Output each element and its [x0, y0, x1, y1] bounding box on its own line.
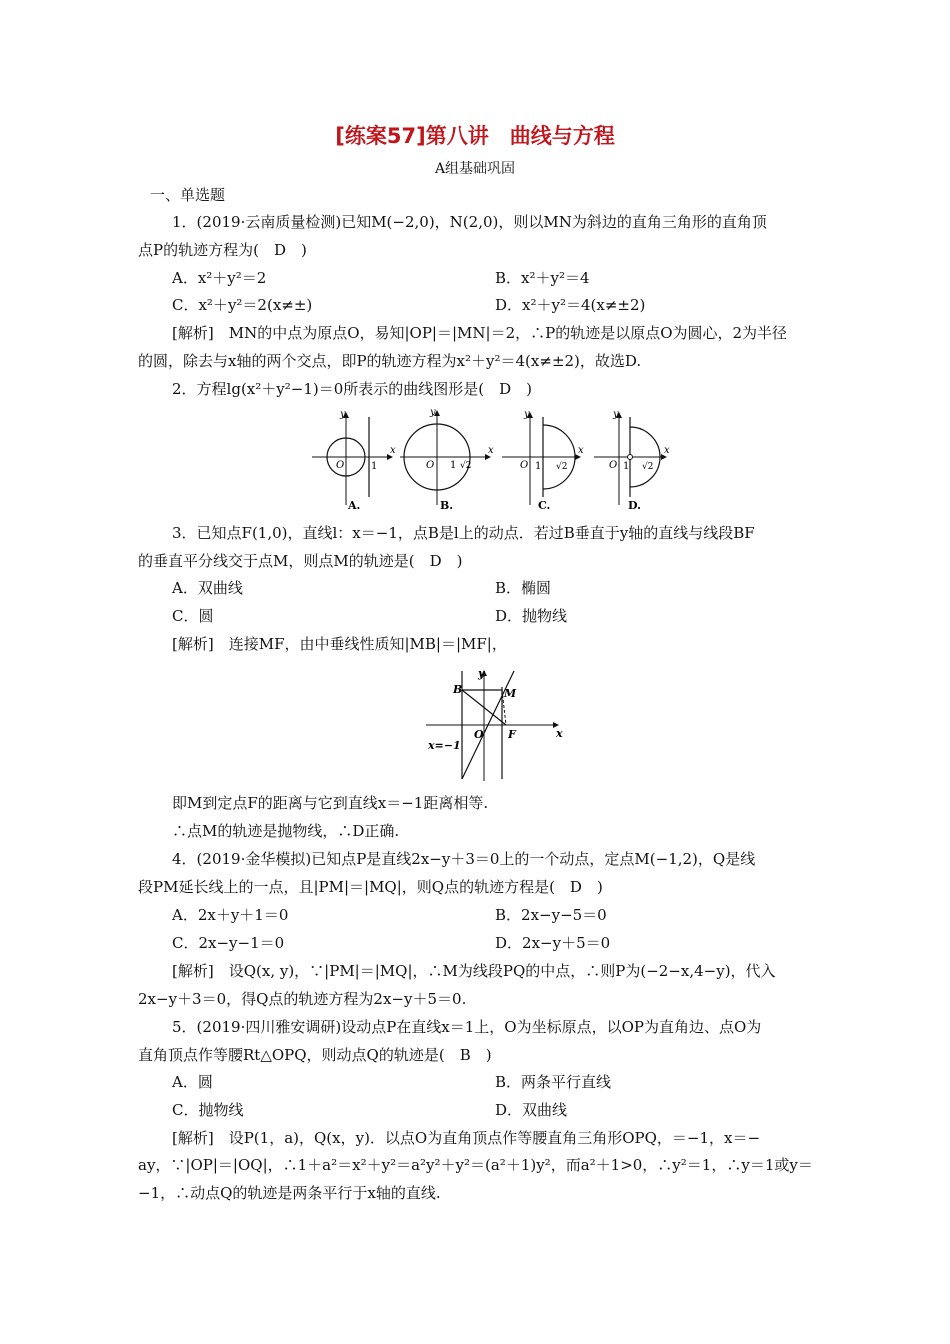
figure-a: [312, 409, 396, 512]
q4-explanation-line1: [解析] 设Q(x, y)，∵|PM|＝|MQ|，∴M为线段PQ的中点，∴则P为(−2−x,4−y)，代入: [172, 962, 776, 980]
q4-option-a: A．2x＋y＋1＝0: [172, 906, 289, 924]
q3-option-d: D．抛物线: [495, 607, 568, 625]
q4-option-d: D．2x−y＋5＝0: [495, 934, 611, 952]
fig-b-y-label: y: [430, 407, 436, 418]
q5-option-b: B．两条平行直线: [495, 1073, 612, 1091]
fig-d-origin: O: [609, 460, 618, 471]
fig3-line-label: x=−1: [428, 739, 461, 752]
fig-b-sqrt2: √2: [460, 461, 472, 471]
fig3-f-label: F: [508, 728, 516, 741]
fig-b-one: 1: [450, 460, 457, 471]
q5-option-a: A．圆: [172, 1073, 213, 1091]
page-title: [练案57]第八讲 曲线与方程: [335, 124, 615, 148]
fig3-y-label: y: [478, 667, 485, 680]
q5-explanation-line1: [解析] 设P(1，a)，Q(x，y)．以点O为直角顶点作等腰直角三角形OPQ，＝−1，x＝−: [172, 1129, 761, 1147]
q3-stem-line2: 的垂直平分线交于点M，则点M的轨迹是( D ): [138, 552, 463, 570]
q3-explanation-line1: [解析] 连接MF，由中垂线性质知|MB|＝|MF|，: [172, 635, 507, 653]
fig-b-x-label: x: [488, 445, 494, 456]
q3-figure: [420, 665, 570, 783]
fig-d-label: D.: [628, 499, 641, 512]
figure-d: [594, 409, 670, 512]
q5-explanation-line3: −1，∴动点Q的轨迹是两条平行于x轴的直线.: [138, 1184, 441, 1202]
fig-b-origin: O: [426, 460, 435, 471]
fig-a-x-label: x: [390, 445, 396, 456]
q5-stem-line2: 直角顶点作等腰Rt△OPQ，则动点Q的轨迹是( B ): [138, 1046, 492, 1064]
fig-c-label: C.: [538, 499, 551, 512]
q3-explanation-line2: 即M到定点F的距离与它到直线x＝−1距离相等.: [172, 794, 489, 812]
page-subtitle: A组基础巩固: [434, 161, 516, 177]
fig-a-y-label: y: [340, 409, 346, 420]
q2-stem: 2．方程lg(x²＋y²−1)＝0所表示的曲线图形是( D ): [172, 380, 532, 398]
q1-option-c: C．x²＋y²＝2(x≠±): [172, 296, 313, 314]
q1-option-a: A．x²＋y²＝2: [172, 269, 267, 287]
fig-c-y-label: y: [524, 409, 530, 420]
q5-explanation-line2: ay，∵|OP|＝|OQ|，∴1＋a²＝x²＋y²＝a²y²＋y²＝(a²＋1)y²，而a²＋1>0，∴y²＝1，∴y＝1或y＝: [138, 1156, 813, 1174]
fig3-b-label: B: [453, 683, 463, 696]
q4-explanation-line2: 2x−y＋3＝0，得Q点的轨迹方程为2x−y＋5＝0.: [138, 990, 467, 1008]
q5-stem-line1: 5．(2019·四川雅安调研)设动点P在直线x＝1上，O为坐标原点，以OP为直角边、点O为: [172, 1018, 762, 1036]
q1-option-b: B．x²＋y²＝4: [495, 269, 590, 287]
section-heading: 一、单选题: [150, 186, 226, 204]
figure-c: [502, 409, 584, 512]
fig3-x-label: x: [556, 727, 563, 740]
q1-stem-line2: 点P的轨迹方程为( D ): [138, 241, 307, 259]
q5-option-c: C．抛物线: [172, 1101, 244, 1119]
q4-stem-line1: 4．(2019·金华模拟)已知点P是直线2x−y＋3＝0上的一个动点，定点M(−1,2)，Q是线: [172, 850, 756, 868]
fig3-m-label: M: [504, 687, 517, 700]
fig-c-origin: O: [520, 460, 529, 471]
q3-explanation-line3: ∴点M的轨迹是抛物线，∴D正确.: [172, 822, 400, 840]
q2-figure: [312, 405, 672, 515]
q4-stem-line2: 段PM延长线上的一点，且|PM|＝|MQ|，则Q点的轨迹方程是( D ): [138, 878, 603, 896]
figure-b: [400, 407, 494, 512]
fig3-o-label: O: [474, 728, 484, 741]
fig-a-label: A.: [348, 499, 361, 512]
fig-a-one: 1: [371, 461, 378, 472]
q3-option-c: C．圆: [172, 607, 214, 625]
q3-option-a: A．双曲线: [172, 579, 243, 597]
q1-explanation-line2: 的圆，除去与x轴的两个交点，即P的轨迹方程为x²＋y²＝4(x≠±2)，故选D.: [138, 352, 642, 370]
q3-stem-line1: 3．已知点F(1,0)，直线l：x＝−1，点B是l上的动点．若过B垂直于y轴的直线与线段BF: [172, 524, 755, 542]
fig-c-x-label: x: [578, 445, 584, 456]
q1-option-d: D．x²＋y²＝4(x≠±2): [495, 296, 646, 314]
q5-option-d: D．双曲线: [495, 1101, 568, 1119]
fig-b-label: B.: [440, 499, 454, 512]
fig-c-one: 1: [535, 461, 542, 472]
fig-d-one: 1: [623, 461, 630, 472]
fig-c-sqrt2: √2: [556, 462, 568, 472]
fig-a-origin: O: [336, 460, 345, 471]
q4-option-b: B．2x−y−5＝0: [495, 906, 607, 924]
q1-stem-line1: 1．(2019·云南质量检测)已知M(−2,0)，N(2,0)，则以MN为斜边的直角三角形的直角顶: [172, 213, 767, 231]
q4-option-c: C．2x−y−1＝0: [172, 934, 285, 952]
fig-d-x-label: x: [664, 445, 670, 456]
fig-d-y-label: y: [613, 409, 619, 420]
fig-d-sqrt2: √2: [642, 462, 654, 472]
q1-explanation-line1: [解析] MN的中点为原点O，易知|OP|＝|MN|＝2，∴P的轨迹是以原点O为圆心，2为半径: [172, 324, 788, 342]
q3-option-b: B．椭圆: [495, 579, 552, 597]
